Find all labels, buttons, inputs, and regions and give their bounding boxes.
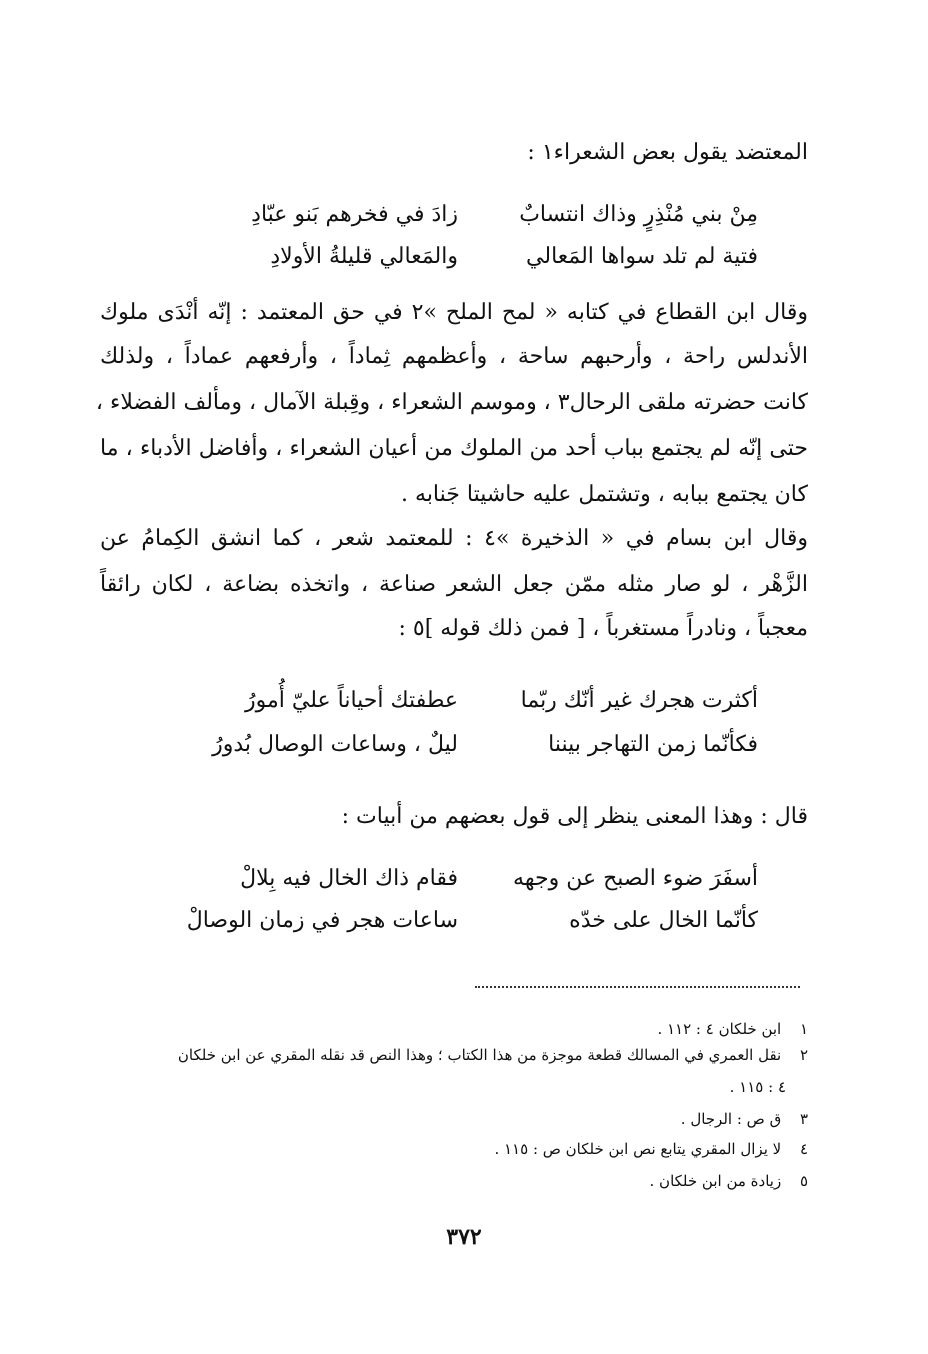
footnote-text: لا يزال المقري يتابع نص ابن خلكان ص : ١١٥ . — [494, 1140, 782, 1158]
footnote — [100, 1138, 808, 1160]
verse-first-hemistich: مِنْ بني مُنْذِرٍ وذاك انتسابٌ — [519, 202, 758, 227]
footnote — [100, 1170, 808, 1192]
footnote-number: ١ — [799, 1020, 808, 1038]
footnote-number: ٢ — [799, 1046, 808, 1064]
verse-line — [158, 684, 758, 718]
paragraph-line: الأندلس راحة ، وأرحبهم ساحة ، وأعظمهم ثِماداً ، وأرفعهم عماداً ، ولذلك — [100, 344, 808, 369]
paragraph-line: معجباً ، ونادراً مستغرباً ، [ فمن ذلك قوله ]٥ : — [398, 616, 808, 641]
verse-first-hemistich: فكأنّما زمن التهاجر بيننا — [548, 732, 758, 757]
verse-second-hemistich: والمَعالي قليلةُ الأولادِ — [270, 244, 458, 269]
footnote-number: ٤ — [799, 1140, 808, 1158]
intro-line: المعتضد يقول بعض الشعراء١ : — [527, 140, 808, 165]
verse-first-hemistich: فتية لم تلد سواها المَعالي — [526, 244, 758, 269]
paragraph-line: كان يجتمع ببابه ، وتشتمل عليه حاشيتا جَنابه . — [401, 482, 808, 507]
verse-first-hemistich: كأنّما الخال على خدّه — [569, 908, 758, 933]
footnote — [100, 1044, 808, 1066]
verse-line — [158, 198, 758, 232]
verse-line — [158, 240, 758, 274]
paragraph-line: الزَّهْر ، لو صار مثله ممّن جعل الشعر صناعة ، واتخذه بضاعة ، لكان رائقاً — [100, 572, 808, 597]
footnote-text: ابن خلكان ٤ : ١١٢ . — [657, 1020, 782, 1038]
paragraph-line: كانت حضرته ملقى الرحال٣ ، وموسم الشعراء ، وقِبلة الآمال ، ومألف الفضلاء ، — [95, 390, 808, 415]
verse-first-hemistich: أكثرت هجرك غير أنّك ربّما — [520, 688, 758, 713]
verse-line — [158, 728, 758, 762]
verse-second-hemistich: زادَ في فخرهم بَنو عبّادِ — [251, 202, 458, 227]
footnote — [100, 1018, 808, 1040]
paragraph-line: قال : وهذا المعنى ينظر إلى قول بعضهم من أبيات : — [341, 804, 808, 829]
footnote — [100, 1108, 808, 1130]
verse-second-hemistich: ساعات هجر في زمان الوصالْ — [186, 908, 458, 933]
footnote-number: ٣ — [799, 1110, 808, 1128]
footnote-text: ق ص : الرجال . — [680, 1110, 782, 1128]
verse-first-hemistich: أسفَرَ ضوء الصبح عن وجهه — [513, 866, 758, 891]
verse-second-hemistich: ليلٌ ، وساعات الوصال بُدورُ — [212, 732, 458, 757]
footnote-text: نقل العمري في المسالك قطعة موجزة من هذا الكتاب ؛ وهذا النص قد نقله المقري عن ابن خلكان — [177, 1046, 782, 1064]
footnote-separator — [475, 986, 800, 988]
paragraph-line: وقال ابن بسام في « الذخيرة »٤ : للمعتمد شعر ، كما انشق الكِمامُ عن — [100, 526, 809, 551]
verse-line — [158, 904, 758, 938]
verse-second-hemistich: عطفتك أحياناً عليّ أُمورُ — [245, 688, 458, 713]
page-number: ٣٧٢ — [446, 1224, 482, 1250]
footnote-number: ٥ — [799, 1172, 808, 1190]
footnote-text: زيادة من ابن خلكان . — [649, 1172, 782, 1190]
verse-line — [158, 862, 758, 896]
footnote-continuation: ٤ : ١١٥ . — [729, 1078, 786, 1096]
paragraph-line: حتى إنّه لم يجتمع بباب أحد من الملوك من أعيان الشعراء ، وأفاضل الأدباء ، ما — [100, 436, 808, 461]
paragraph-line: وقال ابن القطاع في كتابه « لمح الملح »٢ في حق المعتمد : إنّه أنْدَى ملوك — [100, 300, 808, 325]
verse-second-hemistich: فقام ذاك الخال فيه بِلالْ — [240, 866, 458, 891]
